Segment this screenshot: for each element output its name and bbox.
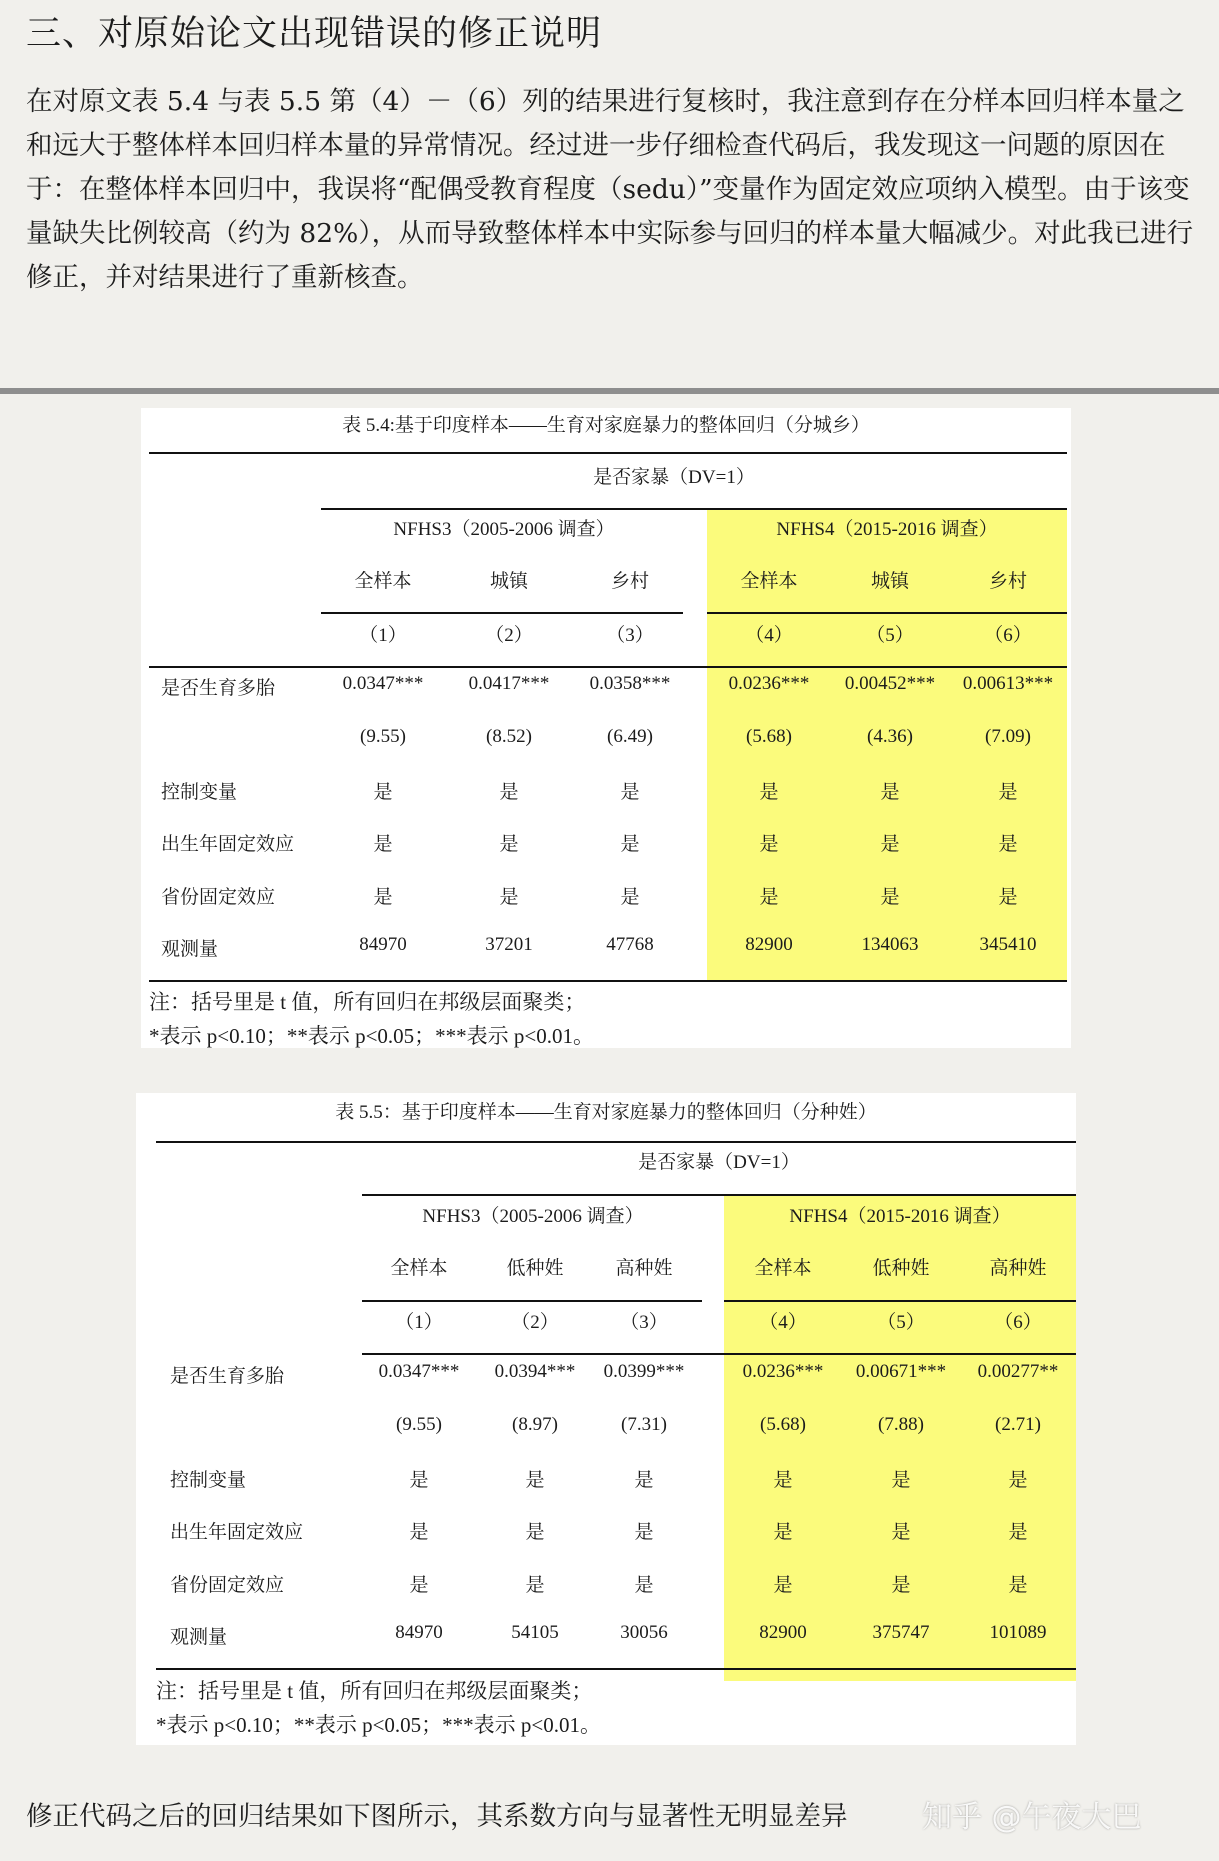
table-note: 注：括号里是 t 值，所有回归在邦级层面聚类； <box>149 990 586 1014</box>
table-cell: 375747 <box>872 1622 930 1643</box>
table-cell: 是 <box>880 834 900 855</box>
row-label: 是否生育多胎 <box>161 678 276 699</box>
table-cell: (5.68) <box>760 1414 806 1435</box>
dv-rule <box>321 508 1067 510</box>
table-cell: 0.0358*** <box>589 673 671 694</box>
table-cell: 是 <box>891 1522 911 1543</box>
table-cell: 82900 <box>745 934 793 955</box>
row-label: 省份固定效应 <box>170 1575 285 1596</box>
subhead: 高种姓 <box>989 1258 1047 1279</box>
group-rule-nfhs3 <box>362 1300 702 1302</box>
table-cell: 是 <box>891 1470 911 1491</box>
table-cell: 是 <box>880 887 900 908</box>
table-cell: 0.0399*** <box>603 1361 685 1382</box>
table-cell: 是 <box>773 1522 793 1543</box>
table-cell: 是 <box>998 782 1018 803</box>
table-cell: 是 <box>1008 1470 1028 1491</box>
table-cell: 37201 <box>485 934 533 955</box>
table-cell: 是 <box>773 1470 793 1491</box>
subhead: 乡村 <box>988 571 1027 592</box>
table-cell: 0.00452*** <box>844 673 936 694</box>
table-5-5 <box>136 1093 1076 1745</box>
table-cell: 30056 <box>620 1622 668 1643</box>
top-rule <box>149 452 1067 454</box>
table-cell: 是 <box>773 1575 793 1596</box>
table-note: 注：括号里是 t 值，所有回归在邦级层面聚类； <box>156 1679 593 1703</box>
column-number: （4） <box>745 625 793 646</box>
table-bottom-rule <box>156 1668 1076 1670</box>
group-rule-nfhs4 <box>707 612 1067 614</box>
subhead: 高种姓 <box>615 1258 673 1279</box>
dv-rule <box>362 1194 1076 1196</box>
table-cell: 是 <box>525 1522 545 1543</box>
table-cell: 是 <box>998 834 1018 855</box>
table-cell: 是 <box>634 1575 654 1596</box>
correction-paragraph: 在对原文表 5.4 与表 5.5 第（4）－（6）列的结果进行复核时，我注意到存在分样本回归样本量之和远大于整体样本回归样本量的异常情况。经过进一步仔细检查代码后，我发现这一问题的原因在于：在整体样本回归中，我误将“配偶受教育程度（sedu）”变量作为固定效应项纳入模型。由于该变量缺失比例较高（约为 82%），从而导致整体样本中实际参与回归的样本量大幅减少。对此我已进行修正，并对结果进行了重新核查。 <box>26 86 1194 293</box>
table-cell: 0.0347*** <box>342 673 424 694</box>
table-cell: (2.71) <box>995 1414 1041 1435</box>
zhihu-watermark: 知乎 @午夜大巴 <box>922 1800 1142 1835</box>
table-cell: (7.88) <box>878 1414 924 1435</box>
table-cell: (9.55) <box>360 726 406 747</box>
table-bottom-rule <box>149 980 1067 982</box>
subhead: 全样本 <box>354 571 412 592</box>
table-cell: 是 <box>759 834 779 855</box>
table-cell: 是 <box>998 887 1018 908</box>
table-title: 表 5.5：基于印度样本——生育对家庭暴力的整体回归（分种姓） <box>335 1102 877 1123</box>
table-note: *表示 p<0.10；**表示 p<0.05；***表示 p<0.01。 <box>149 1024 595 1048</box>
table-cell: 是 <box>634 1470 654 1491</box>
table-cell: 是 <box>499 834 519 855</box>
column-number: （6） <box>984 625 1032 646</box>
table-cell: 是 <box>373 834 393 855</box>
row-label: 观测量 <box>161 939 219 960</box>
table-cell: 是 <box>373 782 393 803</box>
subhead: 低种姓 <box>872 1258 930 1279</box>
table-cell: 0.0417*** <box>468 673 550 694</box>
table-cell: 是 <box>634 1522 654 1543</box>
table-cell: 是 <box>499 887 519 908</box>
row-label: 控制变量 <box>161 782 238 803</box>
header-bottom-rule <box>149 666 1067 668</box>
subhead: 全样本 <box>390 1258 448 1279</box>
table-5-4 <box>141 408 1071 1048</box>
table-cell: (7.09) <box>985 726 1031 747</box>
group-rule-nfhs3 <box>321 612 683 614</box>
table-cell: 101089 <box>989 1622 1047 1643</box>
group-header-nfhs4: NFHS4（2015-2016 调查） <box>789 1206 1011 1227</box>
table-cell: 82900 <box>759 1622 807 1643</box>
table-cell: (4.36) <box>867 726 913 747</box>
table-cell: (5.68) <box>746 726 792 747</box>
table-cell: 134063 <box>861 934 919 955</box>
column-number: （6） <box>994 1312 1042 1333</box>
table-cell: (7.31) <box>621 1414 667 1435</box>
subhead: 低种姓 <box>506 1258 564 1279</box>
row-label: 出生年固定效应 <box>161 834 295 855</box>
header-bottom-rule <box>362 1353 1076 1355</box>
table-cell: 54105 <box>511 1622 559 1643</box>
table-cell: 是 <box>525 1470 545 1491</box>
group-header-nfhs3: NFHS3（2005-2006 调查） <box>422 1206 644 1227</box>
table-cell: 是 <box>759 887 779 908</box>
bottom-paragraph: 修正代码之后的回归结果如下图所示，其系数方向与显著性无明显差异 <box>26 1801 848 1832</box>
group-rule-nfhs4 <box>724 1300 1076 1302</box>
table-cell: 是 <box>620 834 640 855</box>
table-cell: 是 <box>891 1575 911 1596</box>
row-label: 观测量 <box>170 1627 228 1648</box>
table-cell: 0.00613*** <box>962 673 1054 694</box>
row-label: 控制变量 <box>170 1470 247 1491</box>
table-cell: 是 <box>409 1470 429 1491</box>
column-number: （5） <box>866 625 914 646</box>
section-divider <box>0 388 1219 394</box>
table-cell: 是 <box>620 782 640 803</box>
group-header-nfhs3: NFHS3（2005-2006 调查） <box>393 519 615 540</box>
subhead: 全样本 <box>754 1258 812 1279</box>
table-cell: 0.00277** <box>977 1361 1059 1382</box>
table-cell: (9.55) <box>396 1414 442 1435</box>
table-cell: 345410 <box>979 934 1037 955</box>
table-cell: 是 <box>409 1575 429 1596</box>
dv-header: 是否家暴（DV=1） <box>638 1152 800 1173</box>
table-cell: 0.0347*** <box>378 1361 460 1382</box>
row-label: 省份固定效应 <box>161 887 276 908</box>
table-cell: 0.0394*** <box>494 1361 576 1382</box>
top-rule <box>156 1141 1076 1143</box>
table-cell: 0.0236*** <box>742 1361 824 1382</box>
table-cell: 是 <box>880 782 900 803</box>
group-header-nfhs4: NFHS4（2015-2016 调查） <box>776 519 998 540</box>
table-cell: 是 <box>373 887 393 908</box>
column-number: （1） <box>395 1312 443 1333</box>
table-cell: 84970 <box>359 934 407 955</box>
table-cell: 是 <box>759 782 779 803</box>
column-number: （3） <box>606 625 654 646</box>
table-cell: 是 <box>1008 1575 1028 1596</box>
table-cell: 是 <box>1008 1522 1028 1543</box>
table-cell: 0.00671*** <box>855 1361 947 1382</box>
table-cell: (6.49) <box>607 726 653 747</box>
subhead: 城镇 <box>870 571 909 592</box>
column-number: （2） <box>511 1312 559 1333</box>
subhead: 全样本 <box>740 571 798 592</box>
subhead: 城镇 <box>489 571 528 592</box>
table-note: *表示 p<0.10；**表示 p<0.05；***表示 p<0.01。 <box>156 1713 602 1737</box>
column-number: （4） <box>759 1312 807 1333</box>
column-number: （5） <box>877 1312 925 1333</box>
row-label: 出生年固定效应 <box>170 1522 304 1543</box>
row-label: 是否生育多胎 <box>170 1366 285 1387</box>
subhead: 乡村 <box>610 571 649 592</box>
table-title: 表 5.4:基于印度样本——生育对家庭暴力的整体回归（分城乡） <box>342 415 870 436</box>
table-cell: 47768 <box>606 934 654 955</box>
column-number: （3） <box>620 1312 668 1333</box>
column-number: （1） <box>359 625 407 646</box>
table-cell: 是 <box>409 1522 429 1543</box>
table-cell: (8.52) <box>486 726 532 747</box>
table-cell: 是 <box>525 1575 545 1596</box>
table-cell: 84970 <box>395 1622 443 1643</box>
dv-header: 是否家暴（DV=1） <box>593 467 755 488</box>
table-cell: 0.0236*** <box>728 673 810 694</box>
section-heading: 三、对原始论文出现错误的修正说明 <box>26 14 603 54</box>
table-cell: 是 <box>499 782 519 803</box>
table-cell: 是 <box>620 887 640 908</box>
table-cell: (8.97) <box>512 1414 558 1435</box>
column-number: （2） <box>485 625 533 646</box>
